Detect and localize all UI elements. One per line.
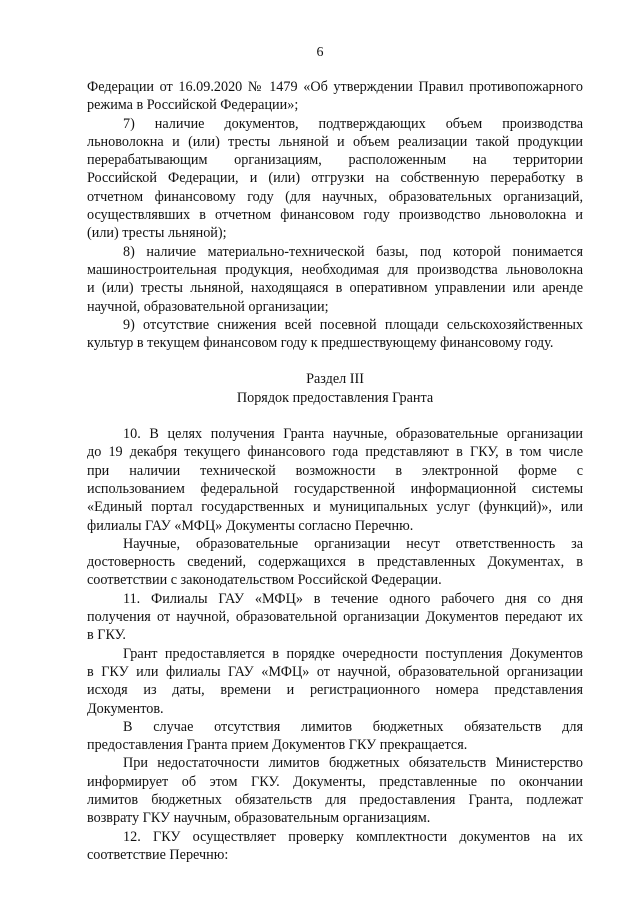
text-line: 11. Филиалы ГАУ «МФЦ» в течение одного рабочего дня со дня <box>123 590 583 607</box>
paragraph-p-cont <box>87 78 583 115</box>
paragraph-p11c <box>87 718 583 755</box>
text-line: до 19 декабря текущего финансового года представляют в ГКУ, в том числе <box>87 444 583 461</box>
text-line: 7) наличие документов, подтверждающих объем производства <box>123 115 583 132</box>
text-line: Документов. <box>87 700 164 717</box>
text-line: достоверность сведений, содержащихся в представленных Документах, в <box>87 554 583 571</box>
text-line: научной, образовательной организации; <box>87 298 329 315</box>
text-line: в ГКУ или филиалы ГАУ «МФЦ» от научной, образовательной организации <box>87 663 583 680</box>
text-line: возврату ГКУ научным, образовательным организациям. <box>87 810 431 827</box>
text-line: осуществлявших в отчетном финансовом году производство льноволокна и <box>87 207 583 224</box>
text-line: лимитов бюджетных обязательств для предоставления Гранта, подлежат <box>87 791 583 808</box>
text-line: перерабатывающим организациям, расположенным на территории <box>87 152 583 169</box>
text-line: Научные, образовательные организации несут ответственность за <box>123 535 583 552</box>
text-line: филиалы ГАУ «МФЦ» Документы согласно Перечню. <box>87 517 414 534</box>
text-line: режима в Российской Федерации»; <box>87 97 299 114</box>
paragraph-p10 <box>87 425 583 535</box>
text-line: Российской Федерации, и (или) отгрузки на собственную переработку в <box>87 170 583 187</box>
paragraph-p11d <box>87 754 583 827</box>
text-line: получения от научной, образовательной организации Документов передают их <box>87 609 583 626</box>
text-line: 9) отсутствие снижения всей посевной площади сельскохозяйственных <box>123 316 583 333</box>
text-line: соответствие Перечню: <box>87 846 229 863</box>
text-line: использованием федеральной государственной информационной системы <box>87 480 583 497</box>
paragraph-p10b <box>87 535 583 590</box>
text-line: 8) наличие материально-технической базы, под которой понимается <box>123 243 583 260</box>
text-line: 12. ГКУ осуществляет проверку комплектности документов на их <box>123 828 583 845</box>
text-line: исходя из даты, времени и регистрационного номера представления <box>87 682 583 699</box>
paragraphs-bottom <box>87 425 583 864</box>
paragraph-p8 <box>87 243 583 316</box>
paragraph-p7 <box>87 115 583 243</box>
page-number: 6 <box>316 45 324 60</box>
text-line: Грант предоставляется в порядке очередности поступления Документов <box>123 645 583 662</box>
text-line: Федерации от 16.09.2020 № 1479 «Об утверждении Правил противопожарного <box>87 79 583 95</box>
text-line: машиностроительная продукция, необходимая для производства льноволокна <box>87 261 583 278</box>
text-line: культур в текущем финансовом году к предшествующему финансовому году. <box>87 335 554 352</box>
text-line: информирует об этом ГКУ. Документы, представленные по окончании <box>87 773 583 790</box>
document-body <box>87 78 583 864</box>
text-line: В случае отсутствия лимитов бюджетных обязательств для <box>123 718 583 735</box>
text-line: 10. В целях получения Гранта научные, образовательные организации <box>123 426 583 443</box>
section-number: Раздел III <box>306 371 364 388</box>
text-line: «Единый портал государственных и муниципальных услуг (функций)», или <box>87 499 583 516</box>
paragraph-p9 <box>87 316 583 353</box>
text-line: соответствии с законодательством Российской Федерации. <box>87 572 442 589</box>
text-line: и (или) тресты льняной, находящаяся в оперативном управлении или аренде <box>87 280 583 297</box>
text-line: отчетном финансовому году (для научных, образовательных организаций, <box>87 188 583 205</box>
paragraphs-top <box>87 78 583 352</box>
text-line: льноволокна и (или) тресты льняной и объем реализации такой продукции <box>87 133 583 150</box>
text-line: При недостаточности лимитов бюджетных обязательств Министерство <box>123 755 583 772</box>
text-line: в ГКУ. <box>87 627 126 644</box>
text-line: (или) тресты льняной); <box>87 225 227 242</box>
text-line: при наличии технической возможности в электронной форме с <box>87 462 583 479</box>
section-title: Порядок предоставления Гранта <box>236 389 434 406</box>
paragraph-p12 <box>87 828 583 865</box>
paragraph-p11b <box>87 645 583 718</box>
paragraph-p11 <box>87 590 583 645</box>
text-line: предоставления Гранта прием Документов ГКУ прекращается. <box>87 737 468 754</box>
